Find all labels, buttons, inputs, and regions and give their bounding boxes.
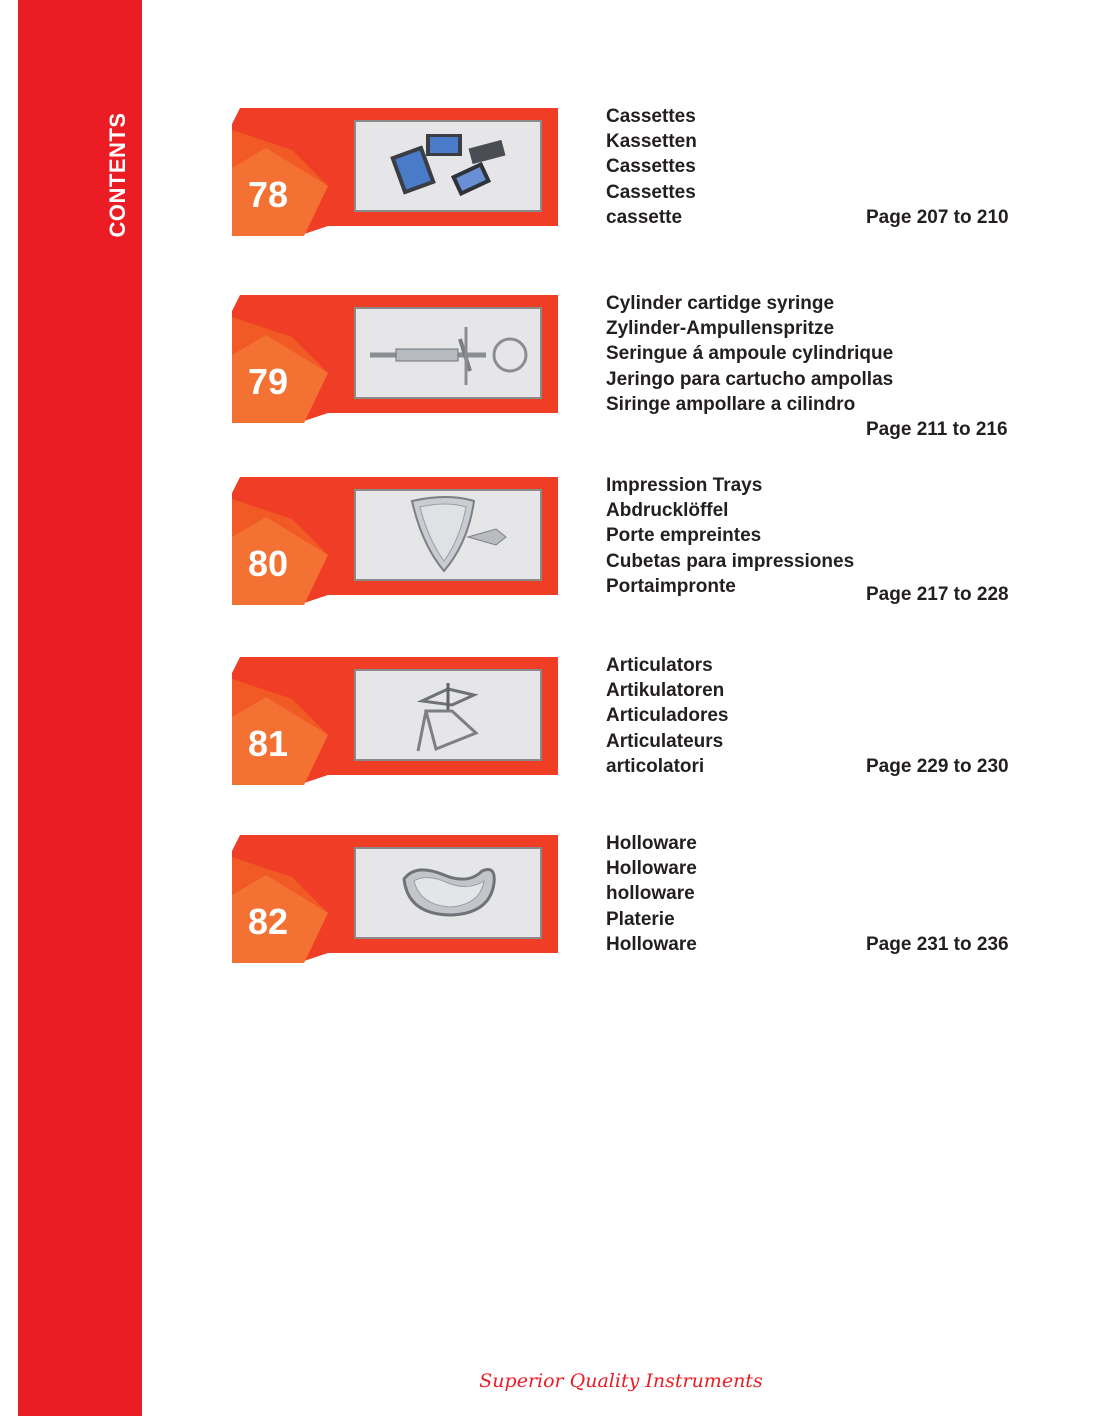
kidney-dish-image bbox=[354, 847, 542, 939]
name-fr: Cassettes bbox=[606, 156, 696, 178]
name-en: Impression Trays bbox=[606, 475, 763, 496]
name-de: Holloware bbox=[606, 858, 697, 880]
name-en: Cassettes bbox=[606, 106, 696, 127]
page-margin bbox=[0, 0, 18, 1416]
section-82 bbox=[232, 835, 1032, 963]
name-es: Platerie bbox=[606, 908, 675, 930]
section-badge bbox=[232, 295, 558, 423]
section-badge bbox=[232, 835, 558, 963]
name-en: Cylinder cartidge syringe bbox=[606, 293, 835, 314]
name-it: Portaimpronte bbox=[606, 575, 736, 597]
name-en: Articulators bbox=[606, 655, 713, 676]
section-number: 78 bbox=[248, 174, 289, 215]
section-names bbox=[606, 473, 854, 599]
page-reference-link[interactable]: Page 211 to 216 bbox=[866, 419, 1008, 440]
section-badge bbox=[232, 477, 558, 605]
name-es: Articulateurs bbox=[606, 730, 724, 752]
section-79 bbox=[232, 293, 1032, 440]
section-names bbox=[606, 291, 893, 417]
section-81 bbox=[232, 657, 1032, 785]
section-number: 79 bbox=[248, 361, 289, 402]
section-names bbox=[606, 831, 697, 957]
syringe-image bbox=[354, 307, 542, 399]
section-number: 82 bbox=[248, 901, 289, 942]
name-it: Siringe ampollare a cilindro bbox=[606, 393, 856, 415]
section-badge bbox=[232, 657, 558, 785]
articulator-image bbox=[354, 669, 542, 761]
name-de: Abdrucklöffel bbox=[606, 500, 729, 522]
name-es: Cassettes bbox=[606, 181, 696, 203]
section-number: 81 bbox=[248, 723, 289, 764]
page-reference-link[interactable]: Page 231 to 236 bbox=[866, 934, 1009, 955]
name-en: Holloware bbox=[606, 833, 697, 854]
sidebar-title: CONTENTS bbox=[105, 112, 130, 238]
impression-tray-image bbox=[354, 489, 542, 581]
name-it: Holloware bbox=[606, 933, 697, 955]
name-fr: Seringue á ampoule cylindrique bbox=[606, 343, 894, 365]
section-badge bbox=[232, 108, 558, 236]
name-it: cassette bbox=[606, 206, 683, 228]
section-names bbox=[606, 104, 697, 230]
section-78 bbox=[232, 108, 1032, 236]
sidebar bbox=[18, 0, 142, 1416]
section-names bbox=[606, 653, 728, 779]
page-reference-link[interactable]: Page 229 to 230 bbox=[866, 756, 1009, 777]
name-es: Jeringo para cartucho ampollas bbox=[606, 368, 894, 390]
page-reference-link[interactable]: Page 207 to 210 bbox=[866, 207, 1009, 228]
name-es: Cubetas para impressiones bbox=[606, 550, 855, 572]
name-de: Zylinder-Ampullenspritze bbox=[606, 318, 835, 340]
footer-tagline: Superior Quality Instruments bbox=[479, 1370, 763, 1392]
name-fr: holloware bbox=[606, 883, 695, 905]
name-fr: Articuladores bbox=[606, 705, 729, 727]
name-fr: Porte empreintes bbox=[606, 525, 762, 547]
cassettes-image bbox=[354, 120, 542, 212]
name-it: articolatori bbox=[606, 755, 705, 777]
section-80 bbox=[232, 477, 1032, 605]
name-de: Kassetten bbox=[606, 131, 697, 153]
name-de: Artikulatoren bbox=[606, 680, 725, 702]
page-reference-link[interactable]: Page 217 to 228 bbox=[866, 584, 1009, 605]
section-number: 80 bbox=[248, 543, 289, 584]
